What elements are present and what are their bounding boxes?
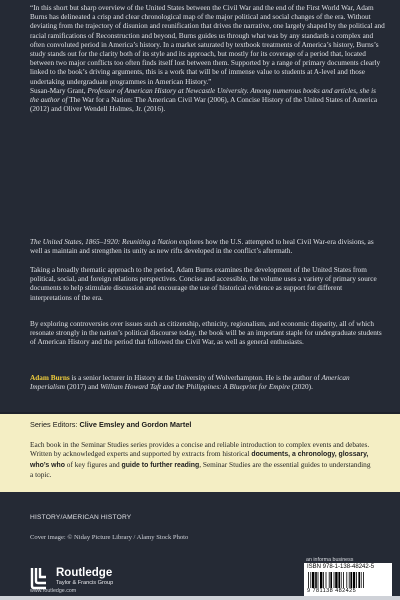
- author-bio: [30, 374, 382, 392]
- author-bio-text-b: (2017) and: [65, 383, 101, 392]
- barcode-bar: [358, 572, 360, 588]
- subject-category: HISTORY/AMERICAN HISTORY: [30, 514, 132, 521]
- barcode-bar: [349, 572, 350, 588]
- barcode-bar: [323, 572, 324, 588]
- barcode-bar: [338, 572, 340, 588]
- barcode-bar: [318, 572, 319, 588]
- barcode-bar: [330, 572, 332, 588]
- publisher-url: www.routledge.com: [30, 588, 77, 594]
- series-description: [30, 440, 375, 480]
- barcode-bar: [343, 572, 344, 588]
- barcode-bar: [334, 572, 335, 588]
- routledge-logo-icon: [29, 566, 51, 590]
- series-text-1: Each book in the Seminar Studies series provides a concise and reliable introduction to complex events and debates. Written by acknowledged experts and supported by extracts from historical: [30, 440, 370, 459]
- barcode-bar: [310, 572, 311, 588]
- publisher-group: Taylor & Francis Group: [56, 580, 114, 586]
- description-paragraph-3: By exploring controversies over issues such as citizenship, ethnicity, regionalism, and economic disparity, all of which resonate strongly in the nation’s political discourse today, the book will be an important staple for undergraduate students of American History and the period that followed the Civil War, as well as general enthusiasts.: [30, 320, 382, 347]
- barcode-bar: [341, 572, 342, 588]
- description-paragraph-2: Taking a broadly thematic approach to the period, Adam Burns examines the development of the United States from political, social, and foreign relations perspectives. Concise and accessible, the volume uses a variety of primary source documents to help stimulate discussion and encourage the use of historical evidence as support for different interpretations of the era.: [30, 266, 377, 302]
- barcode-bar: [353, 572, 355, 588]
- barcode-digits: 9 781138 482425: [307, 588, 357, 594]
- author-bio-text-a: is a senior lecturer in History at the University of Wolverhampton. He is the author of: [69, 374, 322, 382]
- barcode-bar: [315, 572, 317, 588]
- author-bio-text-c: (2020).: [289, 383, 313, 392]
- description-paragraph-1: [30, 238, 382, 256]
- cover-credit: Cover image: © Niday Picture Library / Alamy Stock Photo: [30, 534, 189, 541]
- reviewer-books: The War for a Nation: The American Civil War (2006), A Concise History of the United States of America (2012) and Oliver Wendell Holmes, Jr. (2016).: [30, 96, 378, 114]
- barcode-image: [307, 572, 389, 588]
- praise-attribution: [30, 87, 386, 115]
- barcode-bar: [346, 572, 347, 588]
- barcode-bar: [363, 572, 364, 588]
- series-keywords-1: documents, a chronology, glossary, who’s who: [30, 451, 369, 469]
- barcode-bar: [361, 572, 362, 588]
- series-text-3: , Seminar Studies are the essential guides to understanding a topic.: [30, 459, 371, 480]
- reviewer-name: Susan-Mary Grant,: [30, 86, 86, 95]
- barcode-bar: [326, 572, 327, 588]
- author-book-2: William Howard Taft and the Philippines: A Blueprint for Empire: [100, 383, 290, 392]
- series-panel: [0, 412, 400, 492]
- author-book-1: American Imperialism: [30, 374, 350, 392]
- praise-quote-block: [30, 4, 386, 114]
- reviewer-role: Professor of American History at Newcastle University. Among numerous books and articles, she is the author of: [30, 86, 376, 105]
- book-title: The United States, 1865–1920: Reuniting a Nation: [30, 238, 178, 246]
- description-p1-text: explores how the U.S. attempted to heal Civil War-era divisions, as well as maintain and strengthen its unity as new rifts developed in the conflict’s aftermath.: [30, 238, 374, 256]
- barcode-bar: [335, 572, 337, 588]
- series-editors: [30, 420, 191, 429]
- publisher-name: Routledge: [56, 567, 113, 579]
- informa-tagline: an informa business: [306, 557, 354, 563]
- barcode-bar: [320, 572, 322, 588]
- barcode-bar: [308, 572, 309, 588]
- barcode-bar: [312, 572, 314, 588]
- series-text-2: of key figures and: [64, 459, 122, 469]
- author-name: Adam Burns: [30, 374, 70, 382]
- praise-quote: “In this short but sharp overview of the United States between the Civil War and the end of the First World War, Adam Burns has delineated a crisp and clear chronological map of the major political and social changes of the era. Without deviating from the trajectory of disunion and reunification that drives the narrative, one largely shaped by the political and racial ramifications of Reconstruction and beyond, Burns guides us through what was by any standards a complex and often convoluted period in America’s history. In a market saturated by textbook treatments of America’s history, Burns’s study stands out for the clarity both of its style and its approach, but mostly for its coverage of a period that, located between two major conflicts too often finds itself lost between them. Supported by a range of primary documents clearly linked to the book’s driving arguments, this is a work that will be of immense value to students at A-level and those undertaking undergraduate programmes in American History.”: [30, 4, 385, 86]
- series-editors-label: Series Editors:: [30, 420, 80, 429]
- barcode-bar: [329, 572, 330, 588]
- series-editors-names: Clive Emsley and Gordon Martel: [79, 420, 192, 429]
- series-keywords-2: guide to further reading: [121, 461, 200, 469]
- barcode-panel: [304, 563, 392, 598]
- isbn-label: ISBN 978-1-138-48242-5: [307, 564, 375, 570]
- footer-note-bar: [0, 596, 400, 600]
- barcode-bar: [350, 572, 352, 588]
- barcode-bar: [356, 572, 357, 588]
